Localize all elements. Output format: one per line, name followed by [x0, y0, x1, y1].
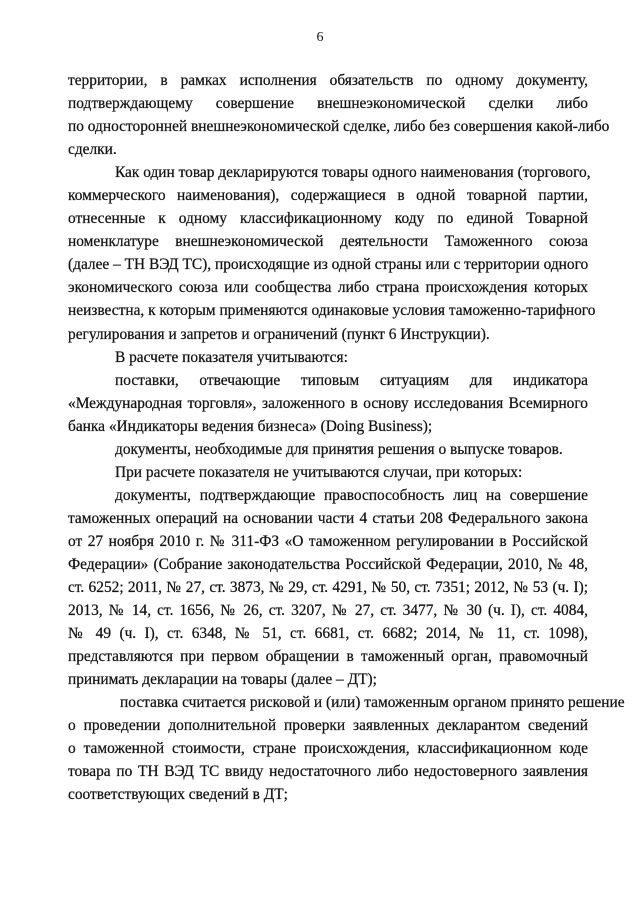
paragraph [68, 346, 588, 369]
text-line: территории, в рамках исполнения обязательств по одному документу, [68, 72, 588, 89]
text-line: (далее – ТН ВЭД ТС), происходящие из одной страны или с территории одного [68, 256, 589, 274]
text-line: представляются при первом обращении в таможенный орган, правомочный [68, 648, 588, 666]
text-line: соответствующих сведений в ДТ; [68, 786, 288, 804]
text-line: Как один товар декларируются товары одного наименования (торгового, [115, 164, 591, 182]
text-line: по односторонней внешнеэкономической сделке, либо без совершения какой-либо [68, 118, 610, 136]
paragraph [68, 691, 625, 806]
paragraph [68, 161, 596, 345]
text-line: регулирования и запретов и ограничений (пункт 6 Инструкции). [68, 325, 490, 343]
text-line: коммерческого наименования), содержащиеся в одной товарной партии, [68, 187, 588, 205]
paragraph [68, 438, 588, 461]
text-line: № 49 (ч. I), ст. 6348, № 51, ст. 6681, ст. 6682; 2014, № 11, ст. 1098), [68, 625, 588, 643]
text-line: принимать декларации на товары (далее – ДТ); [68, 671, 377, 689]
text-line: поставки, отвечающие типовым ситуациям для индикатора [115, 371, 588, 389]
text-line: документы, необходимые для принятия решения о выпуске товаров. [115, 440, 563, 458]
text-line: документы, подтверждающие правоспособность лиц на совершение [115, 486, 588, 504]
text-line: о таможенной стоимости, стране происхождения, классификационном коде [68, 740, 588, 758]
text-line: Федерации» (Собрание законодательства Российской Федерации, 2010, № 48, [68, 555, 588, 573]
document-body [68, 69, 625, 807]
text-line: таможенных операций на основании части 4 статьи 208 Федерального закона [68, 509, 588, 527]
text-line: ст. 6252; 2011, № 27, ст. 3873, № 29, ст. 4291, № 50, ст. 7351; 2012, № 53 (ч. I); [68, 579, 588, 597]
paragraph [68, 369, 588, 438]
text-line: от 27 ноября 2010 г. № 311-ФЗ «О таможенном регулировании в Российской [68, 532, 588, 550]
text-line: В расчете показателя учитываются: [115, 348, 348, 366]
paragraph [68, 484, 588, 691]
paragraph [68, 69, 610, 161]
paragraph [68, 461, 588, 484]
text-line: подтверждающему совершение внешнеэкономической сделки либо [68, 95, 588, 113]
text-line: «Международная торговля», заложенного в основу исследования Всемирного [68, 394, 588, 412]
text-line: поставка считается рисковой и (или) таможенным органом принято решение [120, 694, 625, 712]
text-line: При расчете показателя не учитываются случаи, при которых: [115, 463, 523, 481]
text-line: экономического союза или сообщества либо страна происхождения которых [68, 279, 588, 297]
text-line: неизвестна, к которым применяются одинаковые условия таможенно-тарифного [68, 302, 596, 320]
text-line: товара по ТН ВЭД ТС ввиду недостаточного либо недостоверного заявления [68, 763, 588, 781]
text-line: номенклатуре внешнеэкономической деятельности Таможенного союза [68, 233, 588, 251]
page-number: 6 [316, 30, 324, 45]
text-line: о проведении дополнительной проверки заявленных декларантом сведений [68, 717, 588, 735]
text-line: банка «Индикаторы ведения бизнеса» (Doing Business); [68, 417, 433, 435]
text-line: отнесенные к одному классификационному коду по единой Товарной [68, 210, 588, 228]
text-line: сделки. [68, 141, 117, 159]
text-line: 2013, № 14, ст. 1656, № 26, ст. 3207, № 27, ст. 3477, № 30 (ч. I), ст. 4084, [68, 602, 588, 620]
